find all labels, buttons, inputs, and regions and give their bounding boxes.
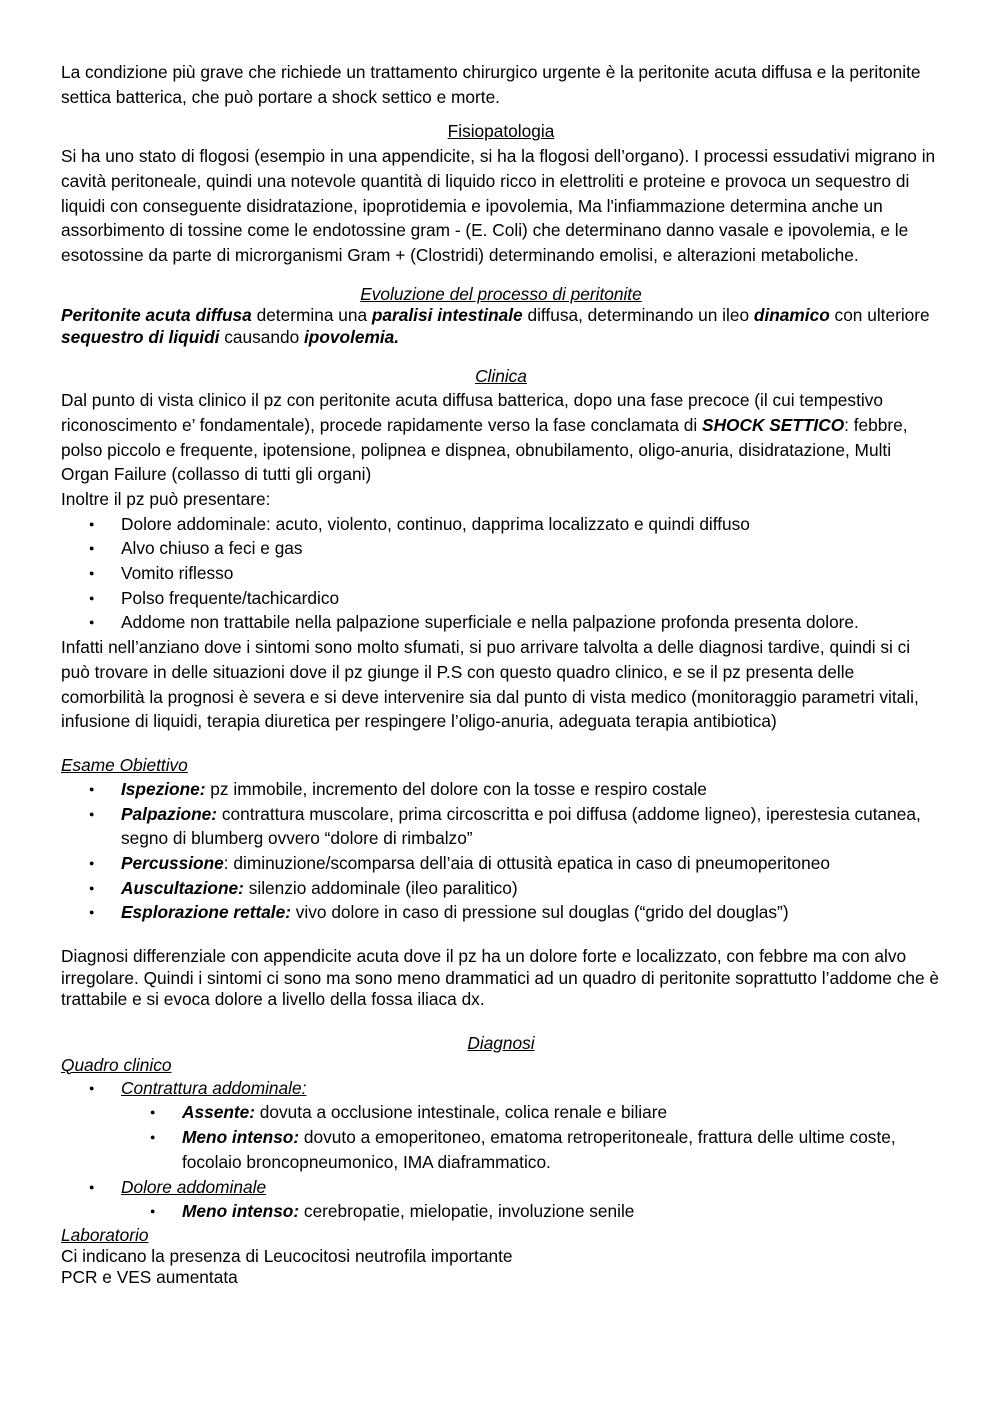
- clinica-text: : febbre, polso piccolo e frequente, ipotensione, polipnea e dispnea, obnubilamento, oligo-anuria, disidratazione, Multi Organ Failure (collasso di tutti gli organi): [61, 414, 908, 485]
- esame-text: contrattura muscolare, prima circoscritta e poi diffusa (addome ligneo), iperestesia cutanea, segno di blumberg ovvero “dolore di rimbalzo”: [121, 803, 921, 849]
- list-item: [61, 900, 941, 925]
- list-item: [61, 1125, 941, 1174]
- fisiopatologia-paragraph: Si ha uno stato di flogosi (esempio in una appendicite, si ha la flogosi dell’organo). I processi essudativi migrano in cavità peritoneale, quindi una notevole quantità di liquido ricco in elettroliti e proteine e provoca un sequestro di liquidi con conseguente disidratazione, ipoprotidemia e ipovolemia, Ma l'infiammazione determina anche un assorbimento di tossine come le endotossine gram - (E. Coli) che determinano danno vasale e ipovolemia, e le esotossine da parte di microrganismi Gram + (Clostridi) determinando emolisi, e alterazioni metaboliche.: [61, 146, 936, 265]
- evoluzione-bold: sequestro di liquidi: [61, 326, 220, 347]
- list-item: [61, 802, 941, 851]
- bullet-icon: [89, 900, 94, 928]
- list-item-text: Addome non trattabile nella palpazione superficiale e nella palpazione profonda presenta dolore.: [121, 612, 859, 633]
- list-item: [61, 1076, 941, 1101]
- bullet-icon: [89, 876, 94, 904]
- diagnosi-term: Assente:: [182, 1102, 255, 1123]
- evoluzione-paragraph: [61, 305, 941, 348]
- list-item: [61, 1199, 941, 1224]
- bullet-icon: [89, 561, 94, 589]
- esame-term: Palpazione:: [121, 803, 218, 824]
- bullet-icon: [89, 1175, 94, 1203]
- list-item-text: Polso frequente/tachicardico: [121, 587, 340, 608]
- document-page: [61, 60, 941, 1289]
- diagnosi-list: [61, 1076, 941, 1224]
- quadro-clinico-heading: Quadro clinico: [61, 1054, 172, 1075]
- evoluzione-text: con ulteriore: [829, 305, 930, 326]
- esame-text: silenzio addominale (ileo paralitico): [243, 877, 518, 898]
- list-item-text: Alvo chiuso a feci e gas: [121, 538, 303, 559]
- shock-settico: SHOCK SETTICO: [702, 414, 845, 435]
- clinica-list: [61, 512, 941, 636]
- evoluzione-bold: dinamico: [753, 305, 830, 326]
- esame-heading: Esame Obiettivo: [61, 754, 188, 775]
- evoluzione-bold: Peritonite acuta diffusa: [61, 305, 252, 326]
- diagnosi-text: dovuto a emoperitoneo, ematoma retroperitoneale, frattura delle ultime coste, focolaio broncopneumonico, IMA diaframmatico.: [182, 1127, 896, 1172]
- diagnosi-term: Meno intenso:: [182, 1127, 300, 1148]
- esame-term: Ispezione:: [121, 778, 206, 799]
- bullet-icon: [89, 536, 94, 564]
- list-item: [61, 610, 941, 635]
- diagnosi-text: cerebropatie, mielopatie, involuzione senile: [299, 1201, 635, 1222]
- clinica-list-intro: Inoltre il pz può presentare:: [61, 488, 271, 509]
- esame-text: vivo dolore in caso di pressione sul douglas (“grido del douglas”): [290, 902, 789, 923]
- esame-term: Auscultazione:: [121, 877, 244, 898]
- dolore-label: Dolore addominale: [121, 1176, 267, 1197]
- bullet-icon: [89, 851, 94, 879]
- laboratorio-line: Ci indicano la presenza di Leucocitosi neutrofila importante: [61, 1245, 513, 1266]
- list-item: [61, 586, 941, 611]
- clinica-text: Dal punto di vista clinico il pz con peritonite acuta diffusa batterica, dopo una fase precoce (il cui tempestivo riconoscimento e’ fondamentale), procede rapidamente verso la fase conclamata di: [61, 390, 883, 435]
- bullet-icon: [89, 802, 94, 830]
- clinica-paragraph: [61, 388, 941, 487]
- list-item-text: Vomito riflesso: [121, 563, 234, 584]
- fisiopatologia-heading: Fisiopatologia: [447, 121, 555, 142]
- diagnosi-text: dovuta a occlusione intestinale, colica renale e biliare: [255, 1102, 668, 1123]
- bullet-icon: [150, 1199, 155, 1227]
- diagnosi-term: Meno intenso:: [182, 1201, 300, 1222]
- evoluzione-text: determina una: [251, 305, 372, 326]
- contrattura-label: Contrattura addominale:: [121, 1077, 307, 1098]
- list-item: [61, 1175, 941, 1200]
- bullet-icon: [150, 1100, 155, 1128]
- evoluzione-bold: ipovolemia.: [304, 326, 400, 347]
- list-item: [61, 851, 941, 876]
- intro-paragraph: La condizione più grave che richiede un trattamento chirurgico urgente è la peritonite acuta diffusa e la peritonite settica batterica, che può portare a shock settico e morte.: [61, 62, 921, 107]
- clinica-after-paragraph: Infatti nell’anziano dove i sintomi sono molto sfumati, si puo arrivare talvolta a delle diagnosi tardive, quindi si ci può trovare in delle situazioni dove il pz giunge il P.S con questo quadro clinico, e se il pz presenta delle comorbilità la prognosi è severa e si deve intervenire sia dal punto di vista medico (monitoraggio parametri vitali, infusione di liquidi, terapia diuretica per respingere l’oligo-anuria, adeguata terapia antibiotica): [61, 637, 919, 732]
- esame-term: Esplorazione rettale:: [121, 902, 291, 923]
- esame-text: : diminuzione/scomparsa dell’aia di ottusità epatica in caso di pneumoperitoneo: [223, 853, 830, 874]
- list-item-text: Dolore addominale: acuto, violento, continuo, dapprima localizzato e quindi diffuso: [121, 513, 750, 534]
- esame-term: Percussione: [121, 853, 224, 874]
- list-item: [61, 536, 941, 561]
- bullet-icon: [89, 777, 94, 805]
- laboratorio-heading: Laboratorio: [61, 1224, 149, 1245]
- bullet-icon: [89, 610, 94, 638]
- list-item: [61, 561, 941, 586]
- bullet-icon: [89, 512, 94, 540]
- list-item: [61, 777, 941, 802]
- differenziale-paragraph: Diagnosi differenziale con appendicite acuta dove il pz ha un dolore forte e localizzato, con febbre ma con alvo irregolare. Quindi i sintomi ci sono ma sono meno drammatici ad un quadro di peritonite soprattutto l’addome che è trattabile e si evoca dolore a livello della fossa iliaca dx.: [61, 946, 939, 1010]
- bullet-icon: [89, 586, 94, 614]
- list-item: [61, 1100, 941, 1125]
- bullet-icon: [89, 1076, 94, 1104]
- diagnosi-heading: Diagnosi: [467, 1032, 535, 1053]
- esame-text: pz immobile, incremento del dolore con la tosse e respiro costale: [205, 778, 707, 799]
- evoluzione-text: diffusa, determinando un ileo: [522, 305, 754, 326]
- bullet-icon: [150, 1125, 155, 1153]
- evoluzione-heading: Evoluzione del processo di peritonite: [360, 283, 642, 304]
- list-item: [61, 512, 941, 537]
- laboratorio-line: PCR e VES aumentata: [61, 1267, 238, 1288]
- clinica-heading: Clinica: [475, 366, 527, 387]
- list-item: [61, 876, 941, 901]
- evoluzione-bold: paralisi intestinale: [371, 305, 523, 326]
- esame-list: [61, 777, 941, 925]
- evoluzione-text: causando: [219, 326, 304, 347]
